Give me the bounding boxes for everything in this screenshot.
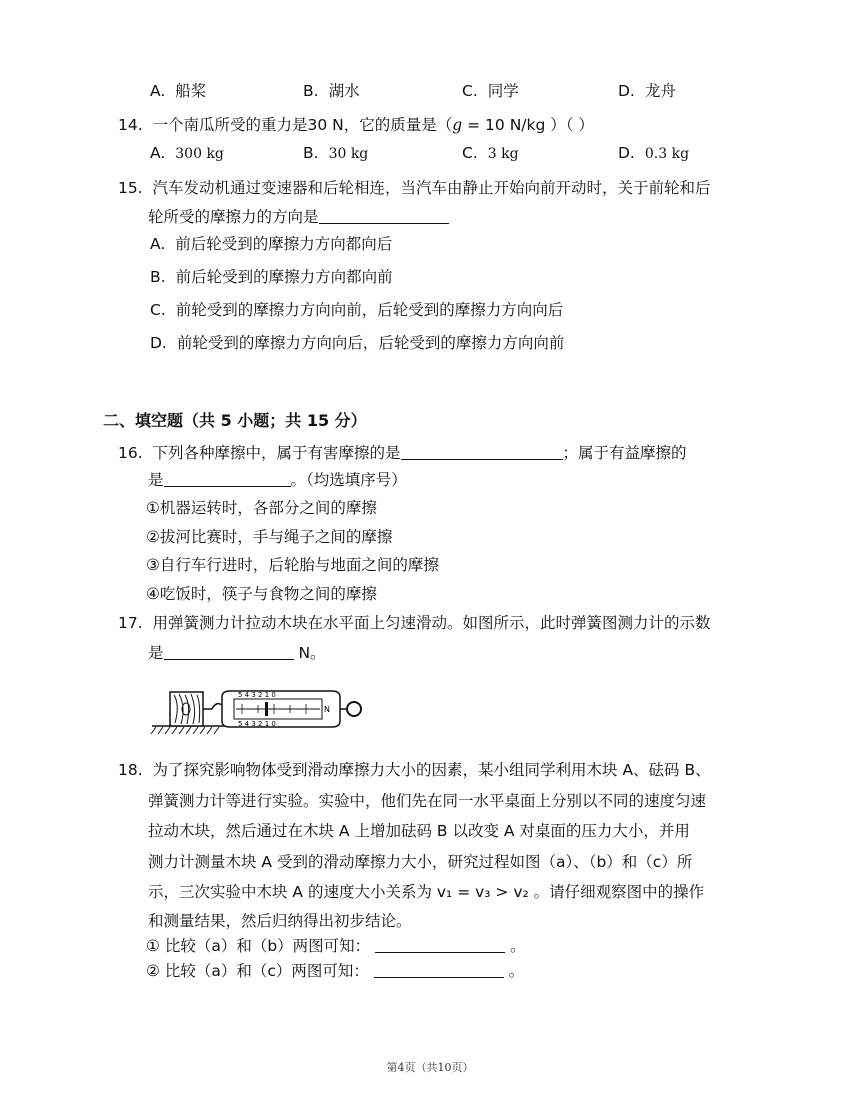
q16-item-1: ①机器运转时，各部分之间的摩擦 [146, 499, 377, 517]
q18-conclusion-2-blank[interactable] [374, 961, 504, 978]
q17-stem-line2: 是 N。 [148, 644, 326, 662]
q15-stem-line1: 15. 汽车发动机通过变速器和后轮相连，当汽车由静止开始向前开动时，关于前轮和后 [118, 179, 711, 197]
q14-option-a: A. 300 kg [150, 144, 224, 162]
q15-stem-line2: 轮所受的摩擦力的方向是 [148, 206, 449, 228]
q18-stem-line6: 和测量结果，然后归纳得出初步结论。 [148, 912, 412, 930]
q13-option-a: A. 船桨 [150, 82, 207, 100]
q14-stem: 14. 一个南瓜所受的重力是30 N，它的质量是（g = 10 N/kg ）（ ） [118, 116, 594, 134]
q14-option-c: C. 3 kg [462, 144, 519, 162]
q15-answer-blank[interactable] [319, 207, 449, 224]
ground-hatching [151, 727, 219, 734]
q14-option-d: D. 0.3 kg [618, 144, 690, 162]
q15-option-a: A. 前后轮受到的摩擦力方向都向后 [150, 235, 393, 253]
q13-option-d: D. 龙舟 [618, 82, 676, 100]
q17-reading-blank[interactable] [164, 643, 294, 660]
q18-stem-line2: 弹簧测力计等进行实验。实验中，他们先在同一水平桌面上分别以不同的速度匀速 [148, 792, 707, 810]
q16-stem-line1: 16. 下列各种摩擦中，属于有害摩擦的是 ；属于有益摩擦的 [118, 444, 687, 462]
q18-stem-line3: 拉动木块，然后通过在木块 A 上增加砝码 B 以改变 A 对桌面的压力大小，并用 [148, 822, 690, 840]
q18-item-2: ② 比较（a）和（c）两图可知： 。 [146, 962, 525, 980]
scale-top-labels: 5 4 3 2 1 0 [238, 691, 276, 699]
q14-option-b: B. 30 kg [303, 144, 369, 162]
q18-stem-line5: 示，三次实验中木块 A 的速度大小关系为 v₁ = v₃ > v₂ 。请仔细观察图中的操作 [148, 883, 705, 901]
q16-item-4: ④吃饭时，筷子与食物之间的摩擦 [146, 585, 377, 603]
wood-block [170, 692, 203, 726]
q13-option-b: B. 湖水 [303, 82, 360, 100]
q17-stem-line1: 17. 用弹簧测力计拉动木块在水平面上匀速滑动。如图所示，此时弹簧图测力计的示数 [118, 614, 711, 632]
q16-stem-line2: 是 。（均选填序号） [148, 471, 407, 489]
page-footer: 第4页（共10页） [386, 1061, 474, 1074]
q16-harmful-blank[interactable] [401, 443, 563, 460]
q18-conclusion-1-blank[interactable] [375, 936, 505, 953]
q18-item-1: ① 比较（a）和（b）两图可知： 。 [146, 937, 526, 955]
section-title: 二、填空题（共 5 小题；共 15 分） [103, 411, 367, 430]
q16-useful-blank[interactable] [164, 470, 291, 487]
spring-scale-body [222, 691, 340, 728]
q18-stem-line4: 测力计测量木块 A 受到的滑动摩擦力大小，研究过程如图（a）、（b）和（c）所 [148, 853, 693, 871]
pull-ring [347, 702, 361, 716]
q16-item-2: ②拔河比赛时，手与绳子之间的摩擦 [146, 528, 393, 546]
q16-item-3: ③自行车行进时，后轮胎与地面之间的摩擦 [146, 556, 439, 574]
q13-option-c: C. 同学 [462, 82, 519, 100]
q15-option-d: D. 前轮受到的摩擦力方向向后，后轮受到的摩擦力方向向前 [150, 334, 565, 352]
spring-scale-figure [146, 675, 376, 745]
q15-option-b: B. 前后轮受到的摩擦力方向都向前 [150, 268, 393, 286]
scale-unit-label: N [324, 705, 330, 714]
q15-option-c: C. 前轮受到的摩擦力方向向前，后轮受到的摩擦力方向向后 [150, 301, 564, 319]
scale-bottom-labels: 5 4 3 2 1 0 [238, 720, 276, 728]
q18-stem-line1: 18. 为了探究影响物体受到滑动摩擦力大小的因素，某小组同学利用木块 A、砝码 B、 [118, 761, 711, 779]
